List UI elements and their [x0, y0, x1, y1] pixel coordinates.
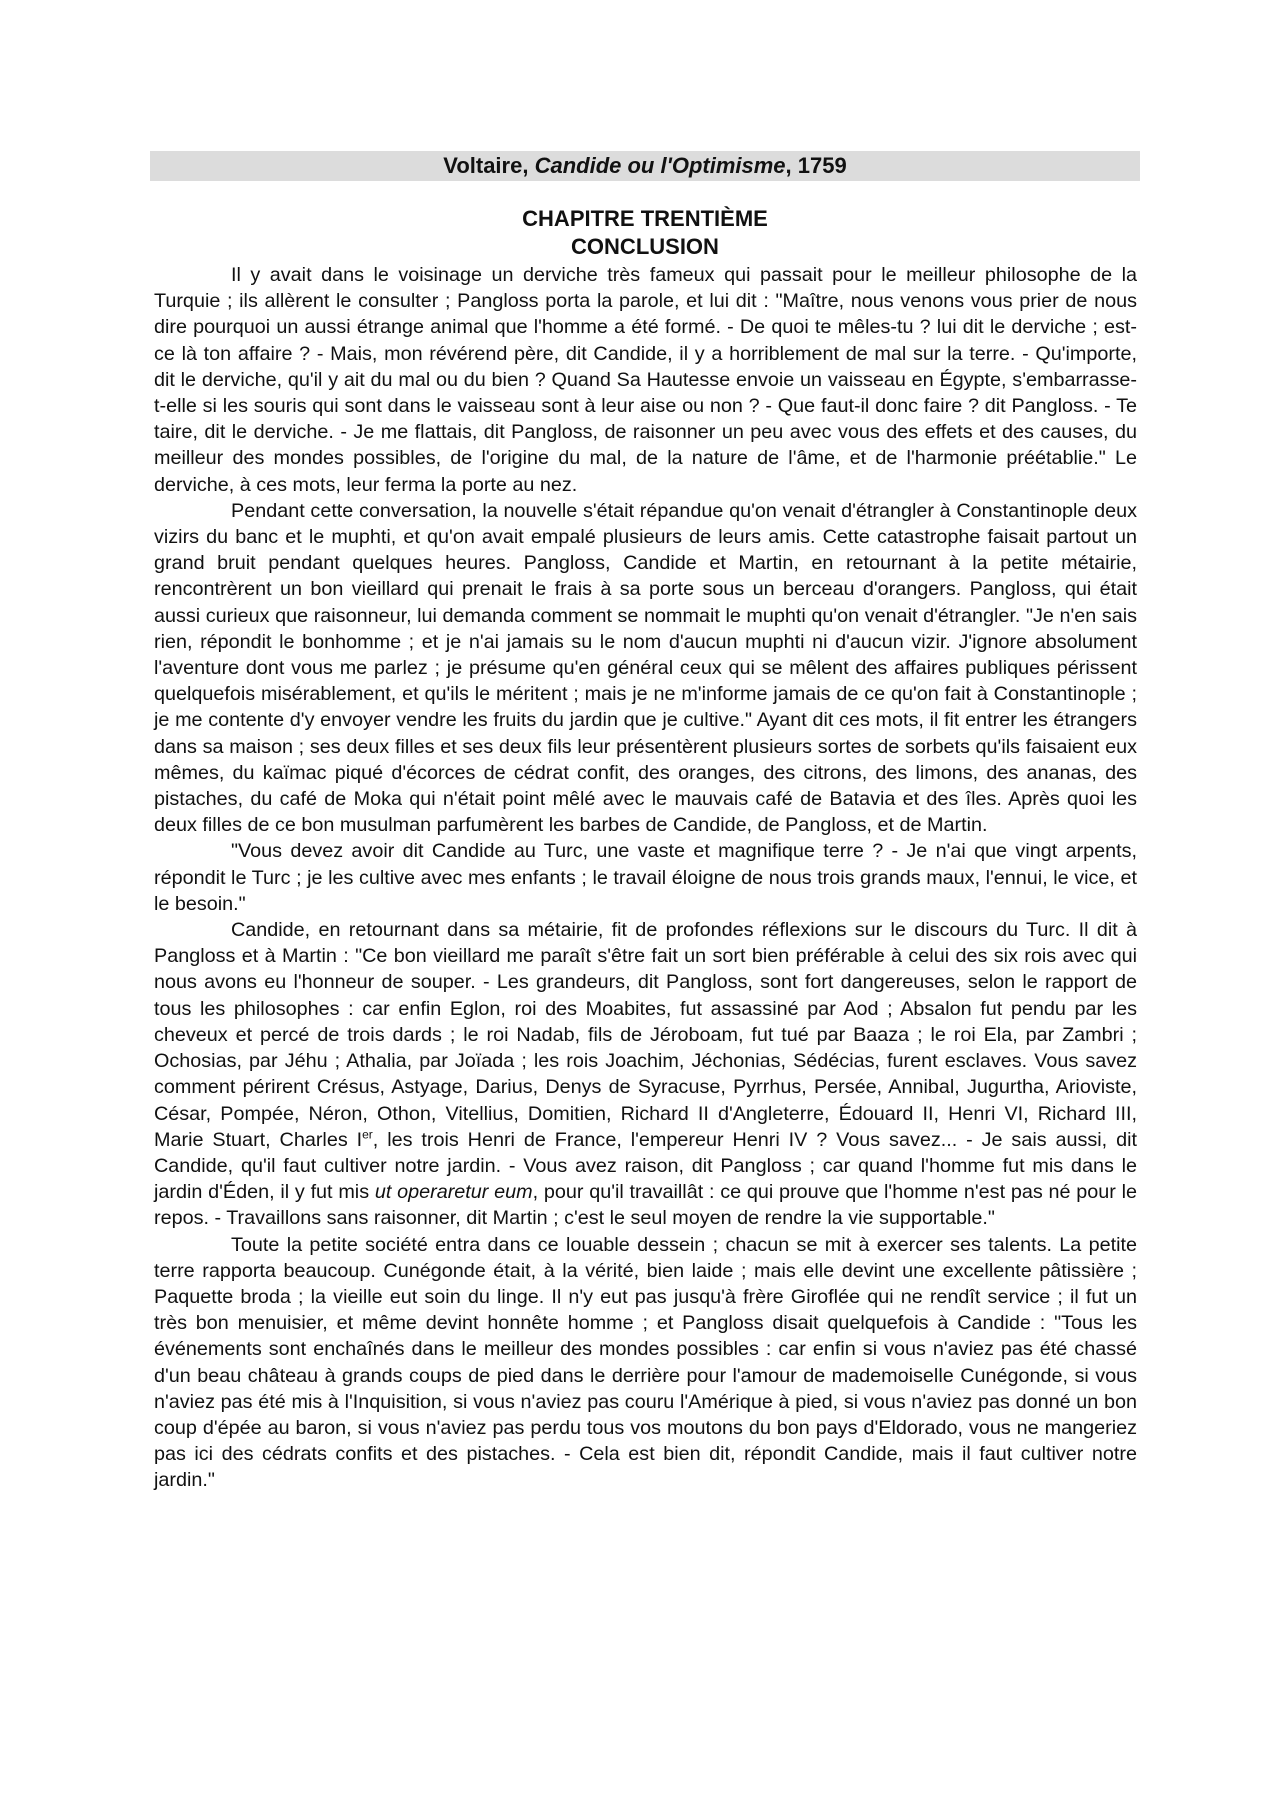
author-name: Voltaire,: [443, 153, 529, 178]
superscript: er: [362, 1127, 373, 1142]
latin-quote: ut operaretur eum: [374, 1181, 533, 1204]
paragraph: Pendant cette conversation, la nouvelle s'était répandue qu'on venait d'étrangler à Constantinople deux vizirs du banc et le muphti, et qu'on avait empalé plusieurs de leurs amis. Cette catastrophe faisait partout un grand bruit pendant quelques heures. Pangloss, Candide et Martin, en retournant à la petite métairie, rencontrèrent un bon vieillard qui prenait le frais à sa porte sous un berceau d'orangers. Pangloss, qui était aussi curieux que raisonneur, lui demanda comment se nommait le muphti qu'on venait d'étrangler. "Je n'en sais rien, répondit le bonhomme ; et je n'ai jamais su le nom d'aucun muphti ni d'aucun vizir. J'ignore absolument l'aventure dont vous me parlez ; je présume qu'en général ceux qui se mêlent des affaires publiques périssent quelquefois misérablement, et qu'ils le méritent ; mais je ne m'informe jamais de ce qu'on fait à Constantinople ; je me contente d'y envoyer vendre les fruits du jardin que je cultive." Ayant dit ces mots, il fit entrer les étrangers dans sa maison ; ses deux filles et ses deux fils leur présentèrent plusieurs sortes de sorbets qu'ils faisaient eux mêmes, du kaïmac piqué d'écorces de cédrat confit, des oranges, des citrons, des limons, des ananas, des pistaches, du café de Moka qui n'était point mêlé avec le mauvais café de Batavia et des îles. Après quoi les deux filles de ce bon musulman parfumèrent les barbes de Candide, de Pangloss, et de Martin.: [154, 499, 1137, 837]
paragraph: Il y avait dans le voisinage un derviche très fameux qui passait pour le meilleur philosophe de la Turquie ; ils allèrent le consulter ; Pangloss porta la parole, et lui dit : "Maître, nous venons vous prier de nous dire pourquoi un aussi étrange animal que l'homme a été formé. - De quoi te mêles-tu ? lui dit le derviche ; est-ce là ton affaire ? - Mais, mon révérend père, dit Candide, il y a horriblement de mal sur la terre. - Qu'importe, dit le derviche, qu'il y ait du mal ou du bien ? Quand Sa Hautesse envoie un vaisseau en Égypte, s'embarrasse-t-elle si les souris qui sont dans le vaisseau sont à leur aise ou non ? - Que faut-il donc faire ? dit Pangloss. - Te taire, dit le derviche. - Je me flattais, dit Pangloss, de raisonner un peu avec vous des effets et des causes, du meilleur des mondes possibles, de l'origine du mal, de la nature de l'âme, et de l'harmonie préétablie." Le derviche, à ces mots, leur ferma la porte au nez.: [154, 264, 1137, 496]
title-bar: [150, 151, 1140, 181]
paragraph: Toute la petite société entra dans ce louable dessein ; chacun se mit à exercer ses talents. La petite terre rapporta beaucoup. Cunégonde était, à la vérité, bien laide ; mais elle devint une excellente pâtissière ; Paquette broda ; la vieille eut soin du linge. Il n'y eut pas jusqu'à frère Giroflée qui ne rendît service ; il fut un très bon menuisier, et même devint honnête homme ; et Pangloss disait quelquefois à Candide : "Tous les événements sont enchaînés dans le meilleur des mondes possibles : car enfin si vous n'aviez pas été chassé d'un beau château à grands coups de pied dans le derrière pour l'amour de mademoiselle Cunégonde, si vous n'aviez pas été mis à l'Inquisition, si vous n'aviez pas couru l'Amérique à pied, si vous n'aviez pas donné un bon coup d'épée au baron, si vous n'aviez pas perdu tous vos moutons du bon pays d'Eldorado, vous ne mangeriez pas ici des cédrats confits et des pistaches. - Cela est bien dit, répondit Candide, mais il faut cultiver notre jardin.": [154, 1233, 1137, 1492]
chapter-number: CHAPITRE TRENTIÈME: [522, 206, 768, 231]
paragraph: "Vous devez avoir dit Candide au Turc, une vaste et magnifique terre ? - Je n'ai que vingt arpents, répondit le Turc ; je les cultive avec mes enfants ; le travail éloigne de nous trois grands maux, l'ennui, le vice, et le besoin.": [154, 840, 1137, 915]
paragraph-text: , les trois Henri de France, l'empereur Henri IV ? Vous savez... - Je sais aussi, dit Candide, qu'il faut cultiver notre jardin. - Vous avez raison, dit Pangloss ; car quand l'homme fut mis dans le jardin d'Éden, il y fut mis: [154, 1128, 1137, 1204]
paragraph-text: Candide, en retournant dans sa métairie, fit de profondes réflexions sur le discours du Turc. Il dit à Pangloss et à Martin : "Ce bon vieillard me paraît s'être fait un sort bien préférable à celui des six rois avec qui nous avons eu l'honneur de souper. - Les grandeurs, dit Pangloss, sont fort dangereuses, selon le rapport de tous les philosophes : car enfin Eglon, roi des Moabites, fut assassiné par Aod ; Absalon fut pendu par les cheveux et percé de trois dards ; le roi Nadab, fils de Jéroboam, fut tué par Baaza ; le roi Ela, par Zambri ; Ochosias, par Jéhu ; Athalia, par Joïada ; les rois Joachim, Jéchonias, Sédécias, furent esclaves. Vous savez comment périrent Crésus, Astyage, Darius, Denys de Syracuse, Pyrrhus, Persée, Annibal, Jugurtha, Arioviste, César, Pompée, Néron, Othon, Vitellius, Domitien, Richard II d'Angleterre, Édouard II, Henri VI, Richard III, Marie Stuart, Charles I: [154, 919, 1137, 1151]
paragraph: [154, 917, 1137, 1231]
body-text: [154, 262, 1137, 1494]
chapter-title: CONCLUSION: [571, 234, 719, 259]
chapter-heading: [150, 205, 1140, 261]
publication-year: , 1759: [785, 153, 847, 178]
paragraph-text: , pour qu'il travaillât : ce qui prouve que l'homme n'est pas né pour le repos. - Travaillons sans raisonner, dit Martin ; c'est le seul moyen de rendre la vie supportable.": [154, 1181, 1137, 1230]
work-title: Candide ou l'Optimisme: [534, 153, 786, 178]
